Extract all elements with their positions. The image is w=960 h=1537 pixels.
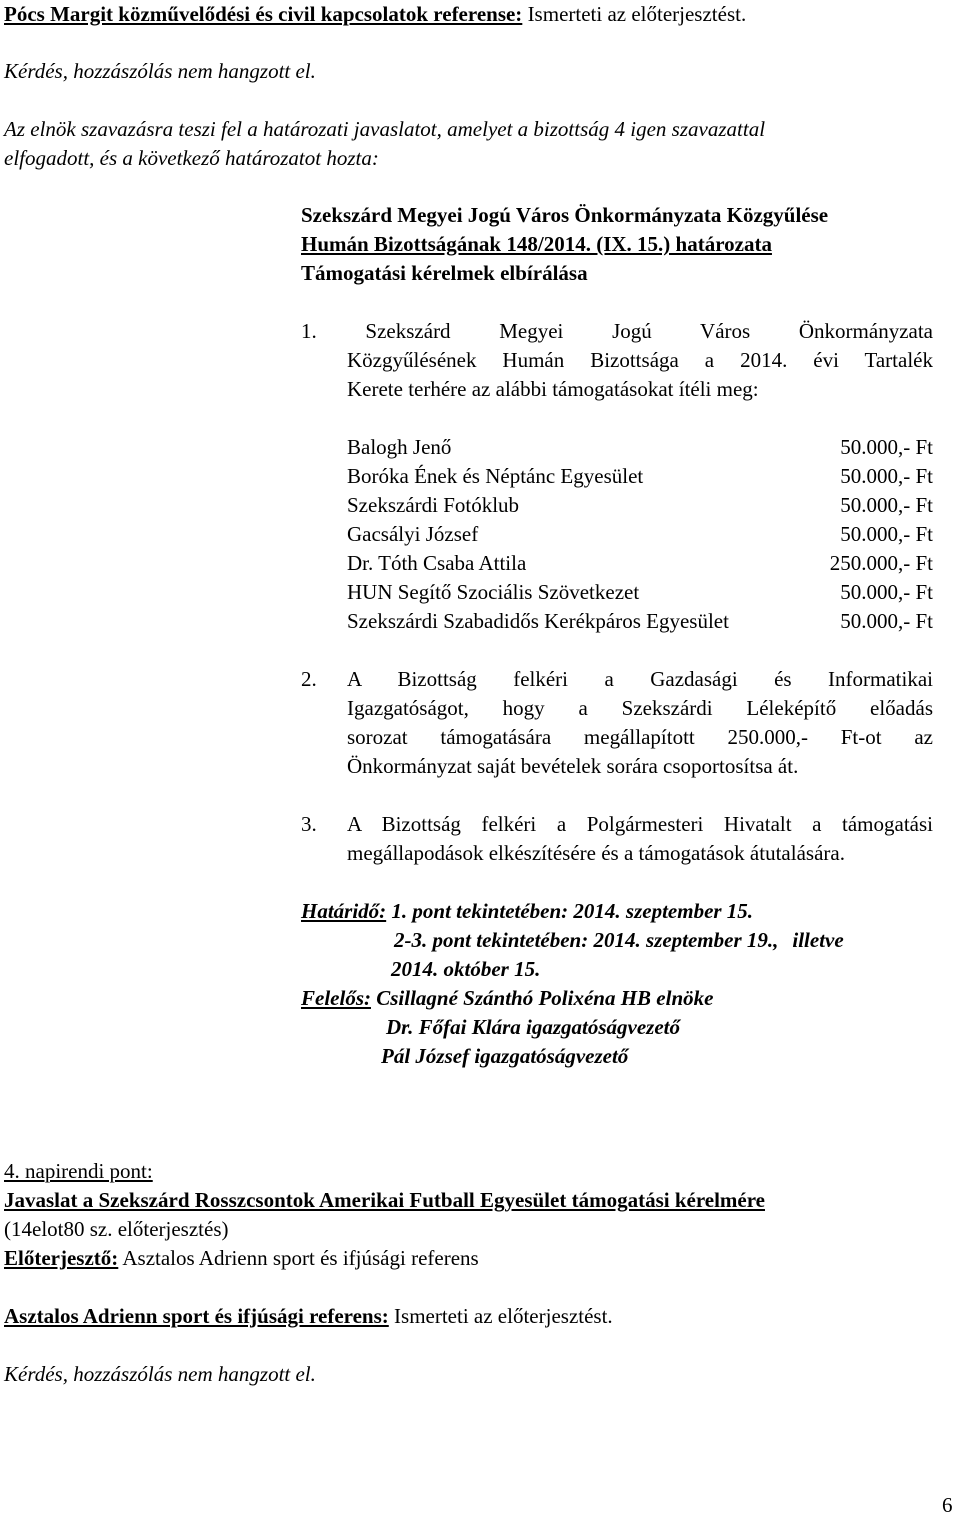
- grant-name: Gacsályi József: [347, 522, 479, 546]
- deadline-label: Határidő:: [301, 899, 387, 923]
- agenda-speaker-line: [4, 1302, 613, 1331]
- grant-amount: 50.000,- Ft: [840, 464, 933, 488]
- item2-line2: Igazgatóságot, hogy a Szekszárdi Léleképítő előadás: [347, 696, 933, 720]
- grant-name: Szekszárdi Szabadidős Kerékpáros Egyesület: [347, 609, 729, 633]
- deadline-suffix: illetve: [792, 928, 844, 952]
- page-number: 6: [942, 1493, 953, 1517]
- deadline-value-3: 2014. október 15.: [391, 957, 541, 981]
- agenda-speaker-text: Ismerteti az előterjesztést.: [388, 1304, 613, 1328]
- presenter-label: Előterjesztő:: [4, 1246, 119, 1270]
- vote-text-line2: elfogadott, és a következő határozatot hozta:: [4, 146, 379, 170]
- presenter-line: [4, 1244, 479, 1273]
- agenda-heading: 4. napirendi pont:: [4, 1159, 153, 1183]
- agenda-title: Javaslat a Szekszárd Rosszcsontok Amerikai Futball Egyesület támogatási kérelmére: [4, 1188, 765, 1212]
- responsible-value-1: Csillagné Szánthó Polixéna HB elnöke: [370, 986, 714, 1010]
- deadline-value-1: 1. pont tekintetében: 2014. szeptember 15.: [386, 899, 754, 923]
- grant-name: Dr. Tóth Csaba Attila: [347, 551, 527, 575]
- responsible-value-3: Pál József igazgatóságvezető: [381, 1044, 629, 1068]
- item2-number: 2.: [301, 667, 317, 691]
- item3-line2: megállapodások elkészítésére és a támogatások átutalására.: [347, 841, 845, 865]
- question-note: Kérdés, hozzászólás nem hangzott el.: [4, 59, 316, 83]
- grant-amount: 50.000,- Ft: [840, 580, 933, 604]
- deadline-value-2: 2-3. pont tekintetében: 2014. szeptember 19.,: [394, 928, 779, 952]
- grant-row: [347, 578, 933, 607]
- item2-line3: sorozat támogatására megállapított 250.000,- Ft-ot az: [347, 725, 933, 749]
- presenter-name: Asztalos Adrienn sport és ifjúsági referens: [118, 1246, 479, 1270]
- resolution-title-line1: Szekszárd Megyei Jogú Város Önkormányzata Közgyűlése: [301, 203, 829, 227]
- grant-amount: 50.000,- Ft: [840, 493, 933, 517]
- item1-line3: Kerete terhére az alábbi támogatásokat ítéli meg:: [347, 377, 759, 401]
- responsible-line1: [301, 984, 713, 1013]
- grant-amount: 250.000,- Ft: [829, 551, 933, 575]
- grant-row: [347, 607, 933, 636]
- grant-row: [347, 549, 933, 578]
- speaker-line: [4, 0, 746, 29]
- resolution-subject: Támogatási kérelmek elbírálása: [301, 261, 588, 285]
- grant-name: Balogh Jenő: [347, 435, 452, 459]
- resolution-title-line2: Humán Bizottságának 148/2014. (IX. 15.) határozata: [301, 232, 772, 256]
- deadline-line2: [394, 926, 844, 955]
- grant-row: [347, 491, 933, 520]
- grant-amount: 50.000,- Ft: [840, 522, 933, 546]
- speaker-text: Ismerteti az előterjesztést.: [522, 2, 747, 26]
- item3-line1: A Bizottság felkéri a Polgármesteri Hivatalt a támogatási: [347, 812, 933, 836]
- grant-amount: 50.000,- Ft: [840, 609, 933, 633]
- grant-name: Szekszárdi Fotóklub: [347, 493, 520, 517]
- vote-text-line1: Az elnök szavazásra teszi fel a határozati javaslatot, amelyet a bizottság 4 igen szavazattal: [4, 117, 766, 141]
- grant-row: [347, 520, 933, 549]
- grant-name: HUN Segítő Szociális Szövetkezet: [347, 580, 640, 604]
- item3-number: 3.: [301, 812, 317, 836]
- item2-line1: A Bizottság felkéri a Gazdasági és Informatikai: [347, 667, 933, 691]
- agenda-question-note: Kérdés, hozzászólás nem hangzott el.: [4, 1362, 316, 1386]
- deadline-line1: [301, 897, 753, 926]
- responsible-value-2: Dr. Főfai Klára igazgatóságvezető: [386, 1015, 681, 1039]
- item2-line4: Önkormányzat saját bevételek sorára csoportosítsa át.: [347, 754, 799, 778]
- agenda-reference: (14elot80 sz. előterjesztés): [4, 1217, 229, 1241]
- item1-line1: 1. Szekszárd Megyei Jogú Város Önkormányzata: [301, 319, 933, 343]
- grant-row: [347, 462, 933, 491]
- grant-name: Boróka Ének és Néptánc Egyesület: [347, 464, 644, 488]
- agenda-speaker-name: Asztalos Adrienn sport és ifjúsági referens:: [4, 1304, 389, 1328]
- grant-row: [347, 433, 933, 462]
- item1-line2: Közgyűlésének Humán Bizottsága a 2014. évi Tartalék: [347, 348, 933, 372]
- responsible-label: Felelős:: [301, 986, 371, 1010]
- speaker-name: Pócs Margit közművelődési és civil kapcsolatok referense:: [4, 2, 523, 26]
- grant-amount: 50.000,- Ft: [840, 435, 933, 459]
